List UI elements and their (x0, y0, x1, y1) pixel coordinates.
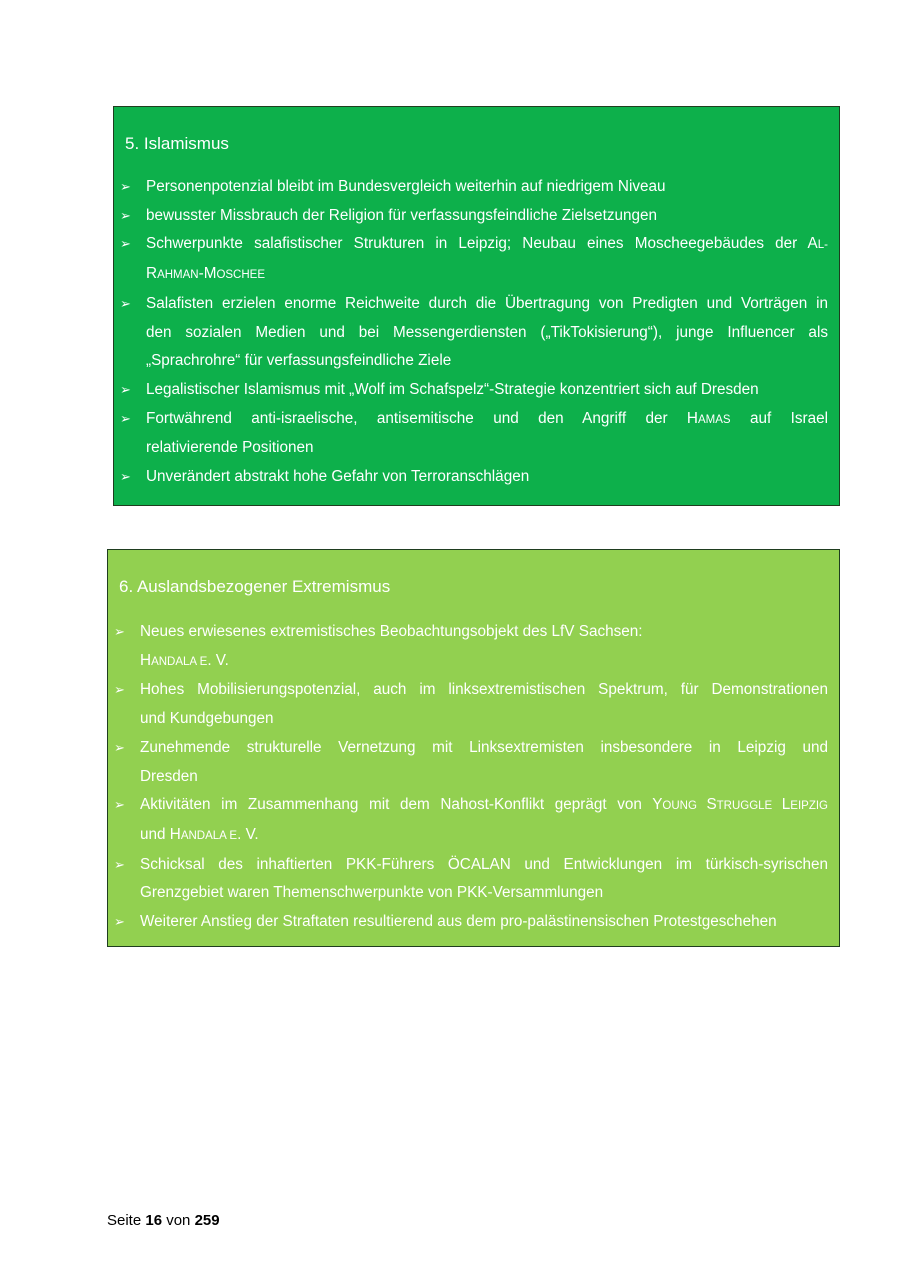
list-item: ➢ Salafisten erzielen enorme Reichweite durch die Übertragung von Predigten und Vorträgen in den sozialen Medien und bei Messengerdiensten („TikTokisierung“), junge Influencer als „Sprachrohre“ für verfassungsfeindliche Ziele (146, 290, 828, 376)
list-item: ➢ Neues erwiesenes extremistisches Beobachtungsobjekt des LfV Sachsen: HANDALA E. V. (140, 618, 828, 676)
bullet-list (114, 618, 828, 937)
list-item: ➢ bewusster Missbrauch der Religion für verfassungsfeindliche Zielsetzungen (146, 202, 828, 231)
arrow-bullet-icon: ➢ (120, 381, 131, 397)
arrow-bullet-icon: ➢ (114, 856, 125, 872)
arrow-bullet-icon: ➢ (114, 682, 125, 698)
arrow-bullet-icon: ➢ (120, 469, 131, 485)
arrow-bullet-icon: ➢ (120, 236, 131, 252)
section-auslandsbezogener-extremismus (107, 549, 840, 947)
list-item: ➢ Schwerpunkte salafistischer Strukturen in Leipzig; Neubau eines Moscheegebäudes der AL- RAHMAN-MOSCHEE (146, 230, 828, 289)
list-item: ➢ Weiterer Anstieg der Straftaten resultierend aus dem pro-palästinensischen Protestgeschehen (140, 908, 828, 937)
arrow-bullet-icon: ➢ (120, 295, 131, 311)
total-page-count: 259 (194, 1212, 220, 1229)
list-item: ➢ Zunehmende strukturelle Vernetzung mit Linksextremisten insbesondere in Leipzig und Dresden (140, 734, 828, 791)
page-footer: Seite 16 von 259 (107, 1212, 220, 1229)
section-title: 6. Auslandsbezogener Extremismus (119, 577, 391, 596)
section-islamismus (113, 106, 840, 506)
section-title: 5. Islamismus (125, 134, 229, 153)
list-item: ➢ Aktivitäten im Zusammenhang mit dem Nahost-Konflikt geprägt von YOUNG STRUGGLE LEIPZIG und HANDALA E. V. (140, 791, 828, 850)
arrow-bullet-icon: ➢ (114, 797, 125, 813)
arrow-bullet-icon: ➢ (114, 739, 125, 755)
current-page-number: 16 (145, 1212, 163, 1229)
list-item: ➢ Hohes Mobilisierungspotenzial, auch im linksextremistischen Spektrum, für Demonstrationen und Kundgebungen (140, 676, 828, 733)
list-item: ➢ Schicksal des inhaftierten PKK-Führers ÖCALAN und Entwicklungen im türkisch-syrischen Grenzgebiet waren Themenschwerpunkte von PKK-Versammlungen (140, 851, 828, 908)
arrow-bullet-icon: ➢ (114, 914, 125, 930)
list-item: ➢ Legalistischer Islamismus mit „Wolf im Schafspelz“-Strategie konzentriert sich auf Dresden (146, 376, 828, 405)
arrow-bullet-icon: ➢ (114, 624, 125, 639)
arrow-bullet-icon: ➢ (120, 179, 131, 194)
arrow-bullet-icon: ➢ (120, 207, 131, 223)
bullet-list (120, 173, 828, 492)
list-item: ➢ Unverändert abstrakt hohe Gefahr von Terroranschlägen (146, 463, 828, 492)
arrow-bullet-icon: ➢ (120, 410, 131, 426)
list-item: ➢ Personenpotenzial bleibt im Bundesvergleich weiterhin auf niedrigem Niveau (146, 173, 828, 202)
list-item: ➢ Fortwährend anti-israelische, antisemitische und den Angriff der HAMAS auf Israel relativierende Positionen (146, 405, 828, 463)
